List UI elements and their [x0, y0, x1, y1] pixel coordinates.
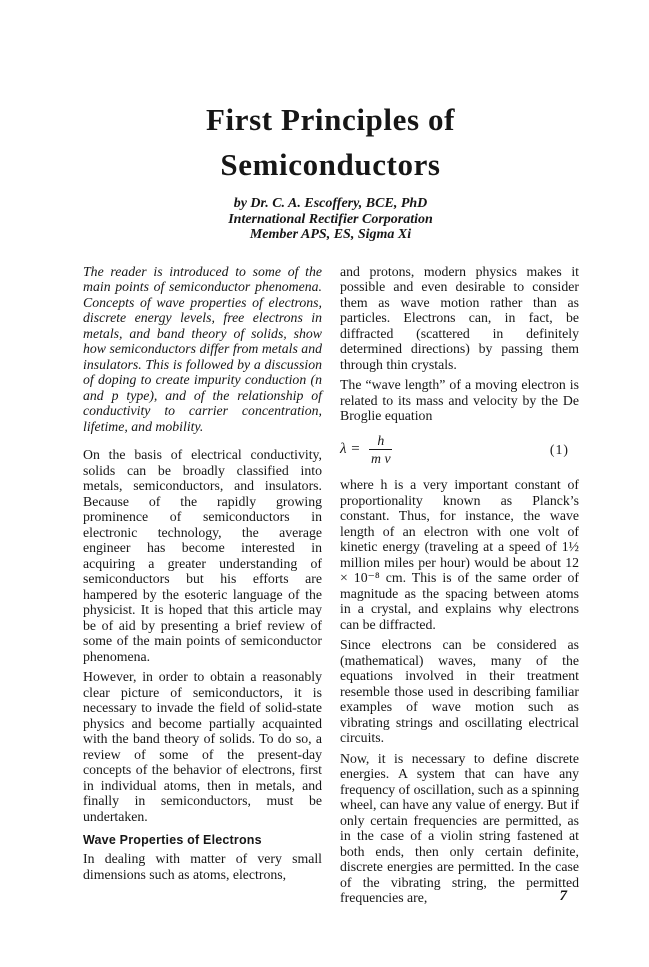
byline-affiliation: International Rectifier Corporation — [228, 211, 433, 227]
equation-number: (1) — [549, 441, 569, 457]
article-title — [83, 97, 578, 187]
equation-de-broglie — [340, 433, 577, 468]
paragraph-dealing: In dealing with matter of very small dimensions such as atoms, electrons, — [83, 851, 322, 882]
byline — [83, 196, 578, 243]
title-line-1: First Principles of — [205, 102, 456, 137]
section-heading-wave-properties: Wave Properties of Electrons — [83, 833, 262, 847]
title-line-2: Semiconductors — [220, 147, 441, 182]
paragraph-discrete: Now, it is necessary to define discrete energies. A system that can have any frequency of oscillation, such as a spinning wheel, can have any value of energy. But if only certain frequencies are permitted, as in the case of a violin string fastened at both ends, then only certain definite, discrete energies are permitted. In the case of the vibrating string, the permitted frequencies are, — [340, 750, 579, 906]
equation-lhs: λ = — [340, 441, 361, 458]
paragraph-waves: Since electrons can be considered as (mathematical) waves, many of the equations involved in their treatment resemble those used in describing familiar examples of wave motion such as vibrating strings and oscillating electrical circuits. — [340, 637, 579, 746]
article-body — [83, 264, 649, 911]
article-header — [83, 0, 578, 243]
equation-fraction — [369, 433, 392, 468]
right-column — [340, 264, 579, 911]
paragraph-wavelength: The “wave length” of a moving electron is related to its mass and velocity by the De Broglie equation — [340, 377, 579, 423]
paragraph-planck: where h is a very important constant of proportionality known as Planck’s constant. Thus, for instance, the wave length of an electron with one volt of kinetic energy (traveling at a speed of 1½ million miles per hour) would be about 12 × 10⁻⁸ cm. This is of the same order of magnitude as the spacing between atoms in a crystal, and explains why electrons can be diffracted. — [340, 477, 579, 632]
abstract-paragraph: The reader is introduced to some of the main points of semiconductor phenomena. Concepts of wave properties of electrons, discrete energy levels, free electrons in metals, and band theory of solids, show how semiconductors differ from metals and insulators. This is followed by a discussion of doping to create impurity conduction (n and p type), and of the relationship of conductivity to carrier concentration, lifetime, and mobility. — [83, 263, 323, 434]
paragraph-however: However, in order to obtain a reasonably clear picture of semiconductors, it is necessary to invade the field of solid-state physics and become partially acquainted with the band theory of solids. To do so, a review of some of the present-day concepts of the behavior of electrons, first in individual atoms, then in metals, and finally in semiconductors, must be undertaken. — [83, 669, 322, 824]
paragraph-protons: and protons, modern physics makes it possible and even desirable to consider them as wave motion rather than as particles. Electrons can, in fact, be diffracted (scattered in definitely determined directions) by passing them through thin crystals. — [340, 263, 579, 372]
page-footer — [560, 887, 568, 905]
byline-memberships: Member APS, ES, Sigma Xi — [249, 227, 412, 242]
equation-denominator: m v — [371, 451, 391, 467]
equation-numerator: h — [369, 433, 392, 451]
paragraph-conductivity: On the basis of electrical conductivity, solids can be broadly classified into metals, semiconductors, and insulators. Because of the rapidly growing prominence of semiconductors in electronic technology, the average engineer has become interested in acquiring a greater understanding of semiconductors but his efforts are hampered by the esoteric language of the physicist. It is hoped that this article may be of aid by presenting a brief review of some of the main points of semiconductor phenomena. — [83, 447, 322, 664]
left-column — [83, 264, 322, 911]
page-number: 7 — [559, 888, 567, 904]
byline-author: by Dr. C. A. Escoffery, BCE, PhD — [233, 196, 428, 211]
